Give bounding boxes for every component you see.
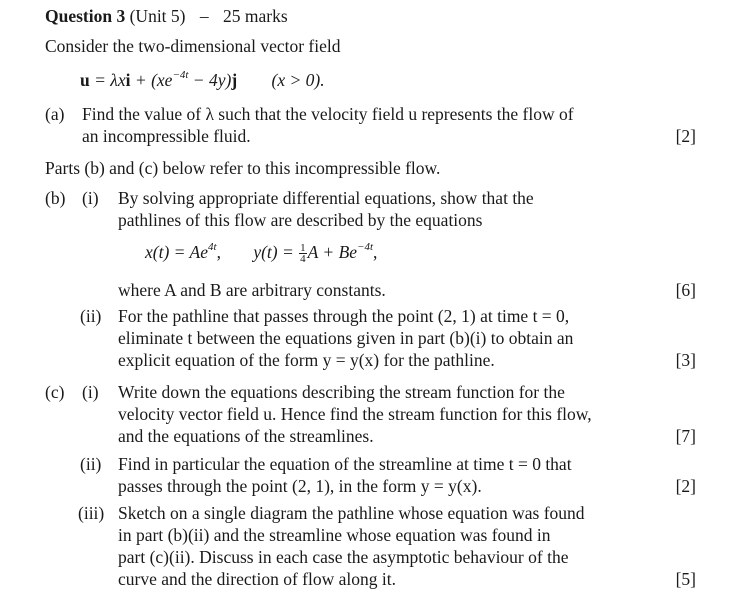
eq-y-a: y(t) = xyxy=(253,242,299,262)
part-b-ii-marks: [3] xyxy=(675,350,696,370)
part-b-i-label: (i) xyxy=(82,188,99,208)
pathline-equations: $x(t) = Ae^{4t}$, y(t) = $\frac{1}{4}$ $A + Be^{-4t}$, xyxy=(145,241,378,266)
eq-x: x(t) = Ae xyxy=(145,242,208,262)
parts-bc-note: Parts (b) and (c) below refer to this incompressible flow. xyxy=(45,158,441,178)
part-b-ii-label: (ii) xyxy=(80,306,102,326)
question-marks: 25 marks xyxy=(223,6,288,26)
part-c-iii-label: (iii) xyxy=(78,503,105,523)
part-c-ii-line2: passes through the point (2, 1), in the form y = y(x). xyxy=(118,476,482,496)
header-dash: – xyxy=(199,6,209,26)
field-exp: −4t xyxy=(172,69,189,81)
part-c-ii-label: (ii) xyxy=(80,454,102,474)
eq-y-exp: −4t xyxy=(357,241,374,253)
part-c-iii-line1: Sketch on a single diagram the pathline whose equation was found xyxy=(118,503,585,523)
question-number: Question 3 xyxy=(45,6,126,26)
part-b-i-line1: By solving appropriate differential equations, show that the xyxy=(118,188,534,208)
part-b-ii-line1: For the pathline that passes through the point (2, 1) at time t = 0, xyxy=(118,306,570,326)
part-c-iii-marks: [5] xyxy=(675,569,696,589)
part-c-label: (c) xyxy=(45,382,65,402)
field-condition: (x > 0). xyxy=(271,70,325,90)
part-a-line1: Find the value of λ such that the velocity field u represents the flow of xyxy=(82,104,574,124)
part-c-i-line3: and the equations of the streamlines. xyxy=(118,426,374,446)
part-c-i-marks: [7] xyxy=(675,426,696,446)
part-b-label: (b) xyxy=(45,188,66,208)
frac-den: 4 xyxy=(300,253,306,266)
part-c-ii-line1: Find in particular the equation of the streamline at time t = 0 that xyxy=(118,454,572,474)
part-b-ii-line2: eliminate t between the equations given in part (b)(i) to obtain an xyxy=(118,328,574,348)
field-u: u xyxy=(80,70,90,90)
part-c-i-label: (i) xyxy=(82,382,99,402)
field-rest: − 4y) xyxy=(188,70,232,90)
field-eq: = λx xyxy=(89,70,126,90)
part-c-ii-marks: [2] xyxy=(675,476,696,496)
field-equation xyxy=(80,70,325,91)
eq-x-exp: 4t xyxy=(208,241,217,253)
eq-y-frac xyxy=(299,243,307,264)
question-unit: (Unit 5) xyxy=(129,6,186,26)
part-c-iii-line2: in part (b)(ii) and the streamline whose equation was found in xyxy=(118,525,551,545)
part-c-iii-line4: curve and the direction of flow along it. xyxy=(118,569,396,589)
part-a-line2: an incompressible fluid. xyxy=(82,126,251,146)
part-b-i-line2: pathlines of this flow are described by the equations xyxy=(118,210,483,230)
part-a-label: (a) xyxy=(45,104,65,124)
field-j: j xyxy=(231,70,238,90)
part-a-marks: [2] xyxy=(675,126,696,146)
question-header xyxy=(45,6,288,27)
part-b-ii-line3: explicit equation of the form y = y(x) for the pathline. xyxy=(118,350,495,370)
part-c-i-line1: Write down the equations describing the stream function for the xyxy=(118,382,565,402)
eq-end: , xyxy=(373,242,378,262)
part-b-i-line3: where A and B are arbitrary constants. xyxy=(118,280,386,300)
field-plus: + (xe xyxy=(130,70,173,90)
part-b-i-marks: [6] xyxy=(675,280,696,300)
part-c-iii-line3: part (c)(ii). Discuss in each case the asymptotic behaviour of the xyxy=(118,547,569,567)
eq-y-b: A + Be xyxy=(307,242,358,262)
frac-num: 1 xyxy=(300,242,306,255)
field-i: i xyxy=(125,70,131,90)
intro-text: Consider the two-dimensional vector field xyxy=(45,36,341,56)
part-c-i-line2: velocity vector field u. Hence find the stream function for this flow, xyxy=(118,404,592,424)
